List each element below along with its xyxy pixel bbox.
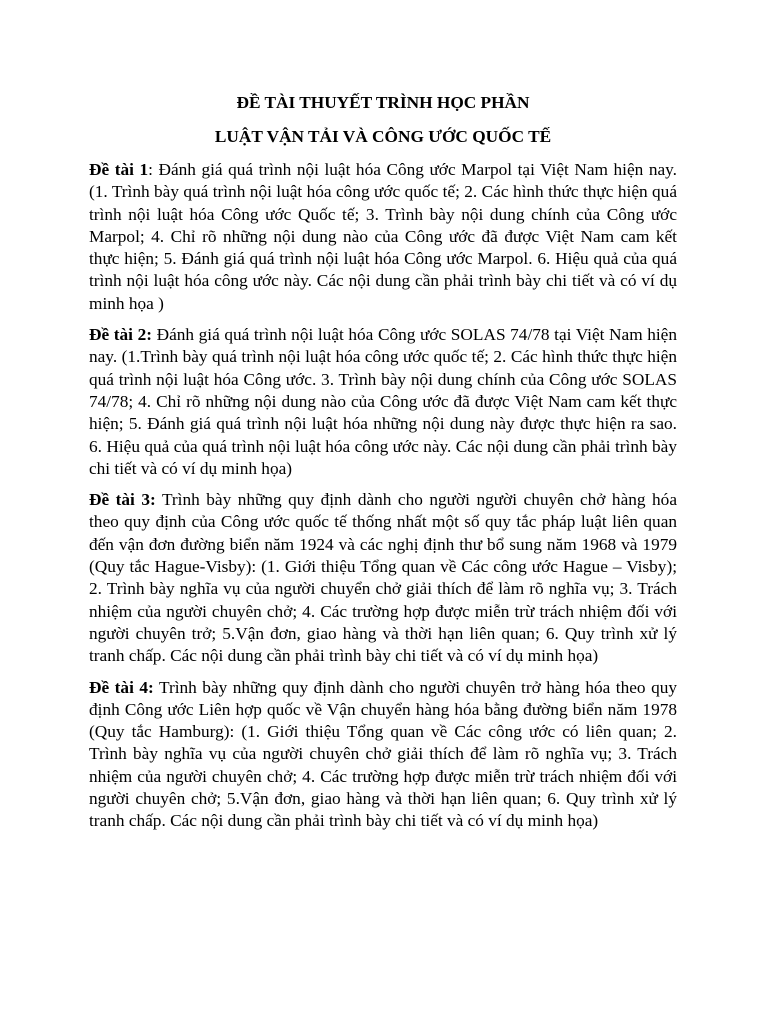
topic-1-label: Đề tài 1 [89,160,149,179]
topic-4-label: Đề tài 4: [89,677,154,697]
topic-2-label: Đề tài 2: [89,325,152,345]
topic-1-text: Đánh giá quá trình nội luật hóa Công ước Marpol tại Việt Nam hiện nay. (1. Trình bày quá trình nội luật hóa công ước quốc tế; 2. Các hình thức thực hiện quá trình nội luật hóa Công ước Quốc tế; 3. Trình bày nội dung chính của Công ước Marpol; 4. Chỉ rõ những nội dung nào của Công ước đã được Việt Nam cam kết thực hiện; 5. Đánh giá quá trình nội luật hóa Công ước Marpol. 6. Hiệu quả của quá trình nội luật hóa công ước này. Các nội dung cần phải trình bày chi tiết và có ví dụ minh họa ) [89,160,677,313]
topic-2-paragraph [89,324,677,480]
topic-3-paragraph [89,489,677,667]
topic-1-paragraph [89,159,677,315]
document-title-line-1: ĐỀ TÀI THUYẾT TRÌNH HỌC PHẦN [236,93,530,112]
document-content [89,92,677,833]
topic-1-separator: : [148,160,159,179]
topic-3-label: Đề tài 3: [89,490,156,510]
topic-4-text: Trình bày những quy định dành cho người chuyên trở hàng hóa theo quy định Công ước Liên hợp quốc về Vận chuyển hàng hóa bằng đường biển năm 1978 (Quy tắc Hamburg): (1. Giới thiệu Tổng quan về Các công ước có liên quan; 2. Trình bày nghĩa vụ của người chuyên chở giải thích để làm rõ nghĩa vụ; 3. Trách nhiệm của người chuyên chở; 4. Các trường hợp được miễn trừ trách nhiệm đối với người chuyên chở; 5.Vận đơn, giao hàng và thời hạn liên quan; 6. Quy trình xử lý tranh chấp. Các nội dung cần phải trình bày chi tiết và có ví dụ minh họa) [89,677,677,831]
topic-4-paragraph [89,677,677,833]
topic-2-text: Đánh giá quá trình nội luật hóa Công ước SOLAS 74/78 tại Việt Nam hiện nay. (1.Trình bày quá trình nội luật hóa công ước quốc tế; 2. Các hình thức thực hiện quá trình nội luật hóa Công ước. 3. Trình bày nội dung chính của Công ước SOLAS 74/78; 4. Chỉ rõ những nội dung nào của Công ước đã được Việt Nam cam kết thực hiện; 5. Đánh giá quá trình nội luật hóa những nội dung này được thực hiện ra sao. 6. Hiệu quả của quá trình nội luật hóa công ước này. Các nội dung cần phải trình bày chi tiết và có ví dụ minh họa) [89,325,677,478]
document-title-line-2: LUẬT VẬN TẢI VÀ CÔNG ƯỚC QUỐC TẾ [214,127,552,146]
topic-3-text: Trình bày những quy định dành cho người người chuyên chở hàng hóa theo quy định của Công ước quốc tế thống nhất một số quy tắc pháp luật liên quan đến vận đơn đường biển năm 1924 và các nghị định thư bổ sung năm 1968 và 1979 (Quy tắc Hague-Visby): (1. Giới thiệu Tổng quan về Các công ước Hague – Visby); 2. Trình bày nghĩa vụ của người chuyển chở giải thích để làm rõ nghĩa vụ; 3. Trách nhiệm của người chuyên chở; 4. Các trường hợp được miễn trừ trách nhiệm đối với người chuyên trở; 5.Vận đơn, giao hàng và thời hạn liên quan; 6. Quy trình xử lý tranh chấp. Các nội dung cần phải trình bày chi tiết và có ví dụ minh họa) [89,490,677,666]
